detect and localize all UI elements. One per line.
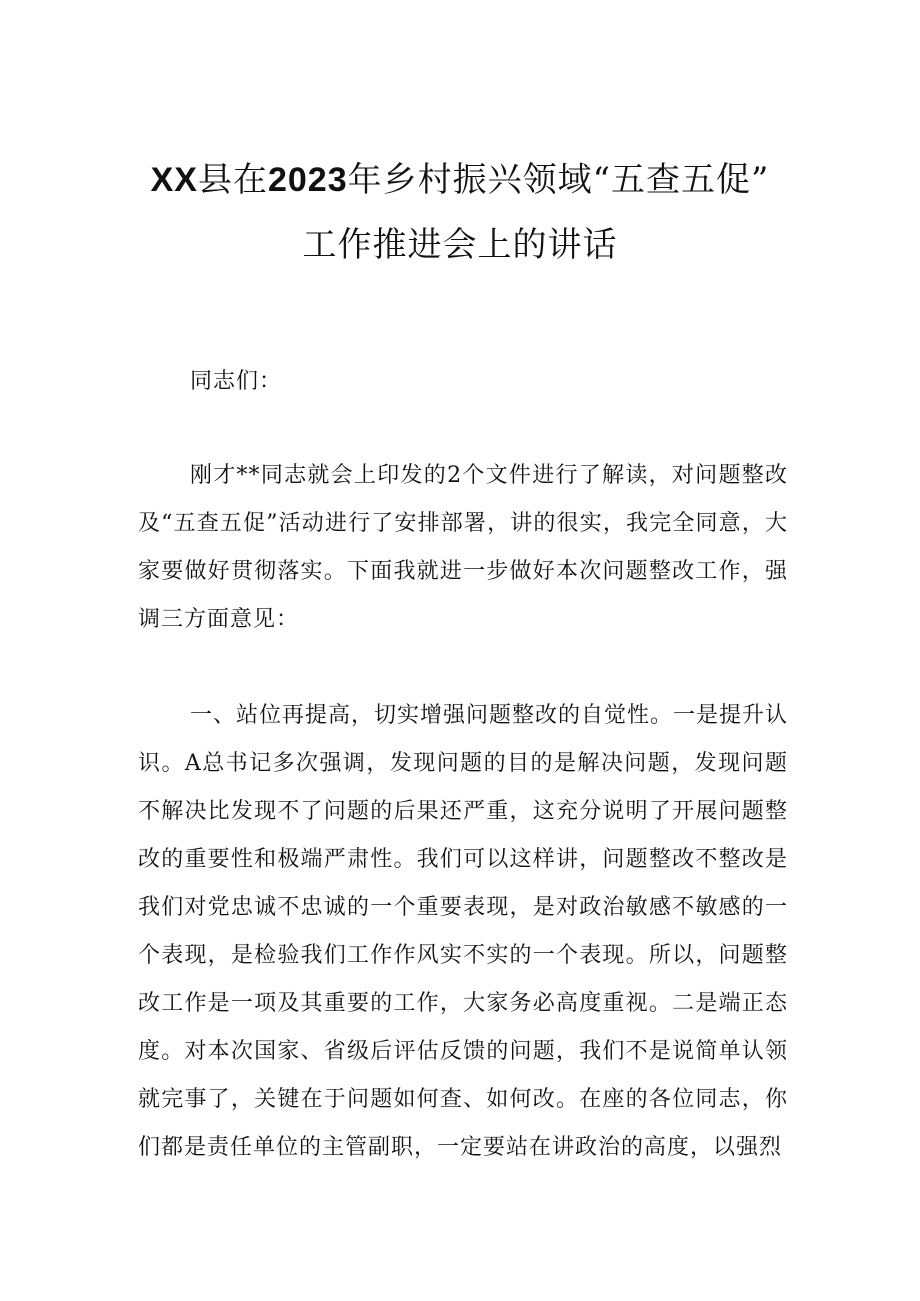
salutation: 同志们： — [190, 369, 283, 394]
body-paragraph-1: 刚才**同志就会上印发的2个文件进行了解读，对问题整改及“五查五促”活动进行了安排部署，讲的很实，我完全同意，大家要做好贯彻落实。下面我就进一步做好本次问题整改工作，强调三方面意见： — [138, 463, 788, 632]
document-title-line-2: 工作推进会上的讲话 — [302, 225, 618, 265]
document-title-line-1: XX县在2023年乡村振兴领域“五查五促” — [150, 160, 770, 200]
body-paragraph-2: 一、站位再提高，切实增强问题整改的自觉性。一是提升认识。A总书记多次强调，发现问题的目的是解决问题，发现问题不解决比发现不了问题的后果还严重，这充分说明了开展问题整改的重要性和极端严肃性。我们可以这样讲，问题整改不整改是我们对党忠诚不忠诚的一个重要表现，是对政治敏感不敏感的一个表现，是检验我们工作作风实不实的一个表现。所以，问题整改工作是一项及其重要的工作，大家务必高度重视。二是端正态度。对本次国家、省级后评估反馈的问题，我们不是说简单认领就完事了，关键在于问题如何查、如何改。在座的各位同志，你们都是责任单位的主管副职，一定要站在讲政治的高度，以强烈 — [138, 703, 789, 1160]
